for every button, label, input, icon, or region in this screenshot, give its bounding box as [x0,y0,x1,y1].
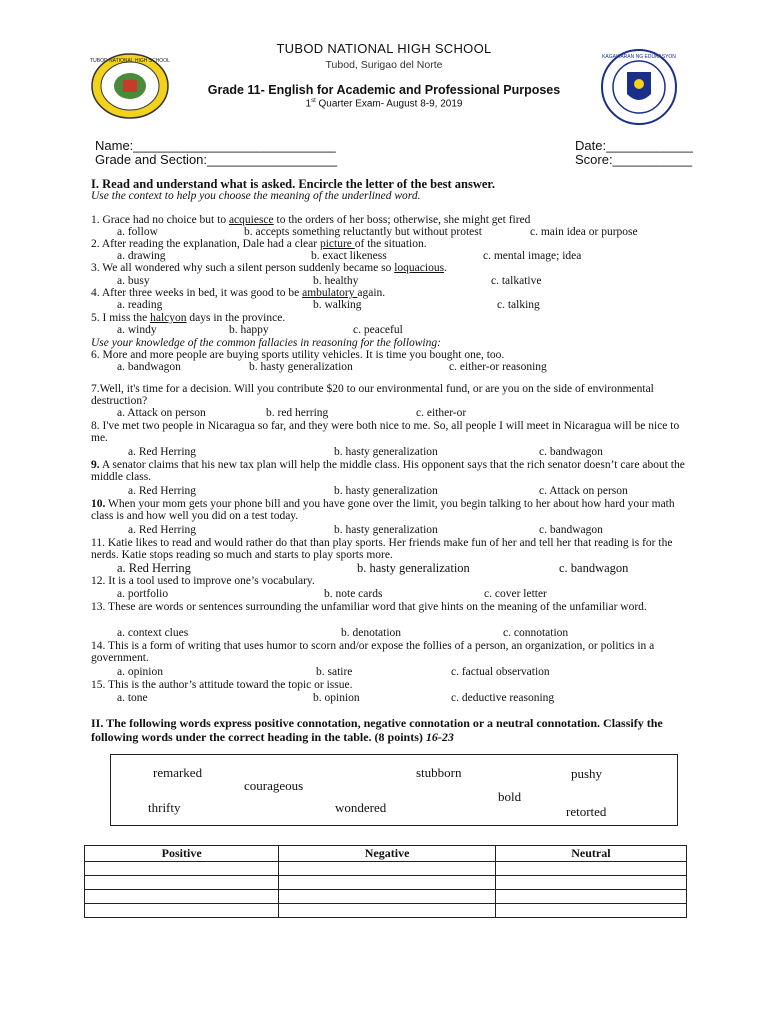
q3-option-a[interactable]: a. busy [117,275,150,287]
q1-option-a[interactable]: a. follow [117,226,158,238]
q1-option-b[interactable]: b. accepts something reluctantly but without protest [244,226,482,238]
question-13: 13. These are words or sentences surrounding the unfamiliar word that give hints on the meaning of the unfamiliar word. [91,601,647,613]
q5-option-b[interactable]: b. happy [229,324,269,336]
word-remarked: remarked [153,765,203,780]
table-row [85,904,687,918]
q15-option-c[interactable]: c. deductive reasoning [451,692,555,704]
q14-option-a[interactable]: a. opinion [117,666,163,678]
table-row [85,876,687,890]
question-8: 8. I've met two people in Nicaragua so far, and they were both nice to me. So, all people I will meet in Nicaragua will be nice to me. [91,420,680,444]
question-7: 7.Well, it's time for a decision. Will you contribute $20 to our environmental fund, or are you on the side of environmental destruction? [91,383,654,407]
question-14: 14. This is a form of writing that uses humor to scorn and/or expose the follies of a person, an organization, or politics in a government. [91,640,655,664]
school-name: TUBOD NATIONAL HIGH SCHOOL [276,41,492,56]
q4-option-b[interactable]: b. walking [313,299,362,311]
word-wondered: wondered [335,800,387,815]
q11-option-b[interactable]: b. hasty generalization [357,561,470,575]
question-6: 6. More and more people are buying sports utility vehicles. It is time you bought one, too. [91,349,505,361]
part1-instruction: Use the context to help you choose the meaning of the underlined word. [91,190,421,202]
table-row [85,862,687,876]
table-cell[interactable] [495,904,686,918]
question-10: 10. When your mom gets your phone bill and you have gone over the limit, you begin talking to her about how hard your math class is and how well you did on a test today. [91,498,675,522]
q12-option-c[interactable]: c. cover letter [484,588,547,600]
table-cell[interactable] [495,876,686,890]
q6-option-b[interactable]: b. hasty generalization [249,361,353,373]
q14-option-c[interactable]: c. factual observation [451,666,550,678]
subject-title: Grade 11- English for Academic and Professional Purposes [207,83,561,97]
q7-option-a[interactable]: a. Attack on person [117,407,206,419]
q4-option-a[interactable]: a. reading [117,299,163,311]
table-cell[interactable] [495,890,686,904]
school-location: Tubod, Surigao del Norte [325,59,443,71]
part1-title: I. Read and understand what is asked. Encircle the letter of the best answer. [91,177,495,191]
table-cell[interactable] [495,862,686,876]
q10-option-c[interactable]: c. bandwagon [539,524,603,536]
word-thrifty: thrifty [148,800,181,815]
question-2: 2. After reading the explanation, Dale had a clear picture of the situation. [91,238,427,250]
table-row [85,890,687,904]
q9-option-b[interactable]: b. hasty generalization [334,485,438,497]
q8-option-a[interactable]: a. Red Herring [128,446,197,458]
q12-option-b[interactable]: b. note cards [324,588,383,600]
table-cell[interactable] [85,876,279,890]
q10-option-b[interactable]: b. hasty generalization [334,524,438,536]
q1-option-c[interactable]: c. main idea or purpose [530,226,638,238]
date-field[interactable]: Date:____________ [575,138,693,153]
name-field[interactable]: Name:____________________________ [95,138,336,153]
part2-title: II. The following words express positive connotation, negative connotation or a neutral connotation. Classify the following words under the correct heading in the table. (8 points) 16-23 [91,716,663,744]
q13-option-c[interactable]: c. connotation [503,627,569,639]
question-9: 9. A senator claims that his new tax plan will help the middle class. His opponent says that the rich senator doesn’t care about the middle class. [91,459,685,483]
score-field[interactable]: Score:___________ [575,152,693,167]
q6-option-c[interactable]: c. either-or reasoning [449,361,547,373]
q11-option-a[interactable]: a. Red Herring [117,561,191,575]
question-4: 4. After three weeks in bed, it was good to be ambulatory again. [91,287,386,299]
q6-option-a[interactable]: a. bandwagon [117,361,181,373]
q9-option-c[interactable]: c. Attack on person [539,485,628,497]
fallacy-instruction: Use your knowledge of the common fallacies in reasoning for the following: [91,337,441,349]
table-cell[interactable] [279,862,495,876]
word-stubborn: stubborn [416,765,462,780]
question-11: 11. Katie likes to read and would rather do that than play sports. Her friends make fun of her and tell her that reading is for the nerds. Katie stops reading so much and starts to play sports more. [91,537,673,561]
q5-option-c[interactable]: c. peaceful [353,324,403,336]
q3-option-b[interactable]: b. healthy [313,275,359,287]
table-cell[interactable] [85,862,279,876]
q7-option-b[interactable]: b. red herring [266,407,329,419]
header-negative: Negative [279,846,495,862]
table-cell[interactable] [279,876,495,890]
q4-option-c[interactable]: c. talking [497,299,540,311]
q13-option-a[interactable]: a. context clues [117,627,189,639]
question-5: 5. I miss the halcyon days in the province. [91,312,286,324]
word-retorted: retorted [566,804,607,819]
table-cell[interactable] [85,904,279,918]
q11-option-c[interactable]: c. bandwagon [559,561,629,575]
question-15: 15. This is the author’s attitude toward the topic or issue. [91,679,353,691]
table-header-row [85,846,687,862]
question-3: 3. We all wondered why such a silent person suddenly became so loquacious. [91,262,447,274]
school-seal-text: TUBOD NATIONAL HIGH SCHOOL [90,58,170,64]
table-cell[interactable] [279,890,495,904]
deped-seal-text: KAGAWARAN NG EDUKASYON [602,54,676,60]
q2-option-b[interactable]: b. exact likeness [311,250,387,262]
header-positive: Positive [85,846,279,862]
question-1: 1. Grace had no choice but to acquiesce to the orders of her boss; otherwise, she might get fired [91,214,531,226]
q8-option-c[interactable]: c. bandwagon [539,446,603,458]
classification-table [84,845,687,918]
q9-option-a[interactable]: a. Red Herring [128,485,197,497]
grade-section-field[interactable]: Grade and Section:__________________ [95,152,338,167]
word-bold: bold [498,789,522,804]
table-cell[interactable] [85,890,279,904]
q2-option-a[interactable]: a. drawing [117,250,166,262]
q15-option-b[interactable]: b. opinion [313,692,360,704]
q10-option-a[interactable]: a. Red Herring [128,524,197,536]
q7-option-c[interactable]: c. either-or [416,407,467,419]
q2-option-c[interactable]: c. mental image; idea [483,250,582,262]
q12-option-a[interactable]: a. portfolio [117,588,169,600]
q14-option-b[interactable]: b. satire [316,666,353,678]
q8-option-b[interactable]: b. hasty generalization [334,446,438,458]
q13-option-b[interactable]: b. denotation [341,627,402,639]
header-neutral: Neutral [495,846,686,862]
q15-option-a[interactable]: a. tone [117,692,148,704]
question-12: 12. It is a tool used to improve one’s vocabulary. [91,575,315,587]
q3-option-c[interactable]: c. talkative [491,275,542,287]
q5-option-a[interactable]: a. windy [117,324,157,336]
word-courageous: courageous [244,778,304,793]
exam-title: 1st Quarter Exam- August 8-9, 2019 [305,98,463,110]
table-cell[interactable] [279,904,495,918]
word-pushy: pushy [571,766,603,781]
